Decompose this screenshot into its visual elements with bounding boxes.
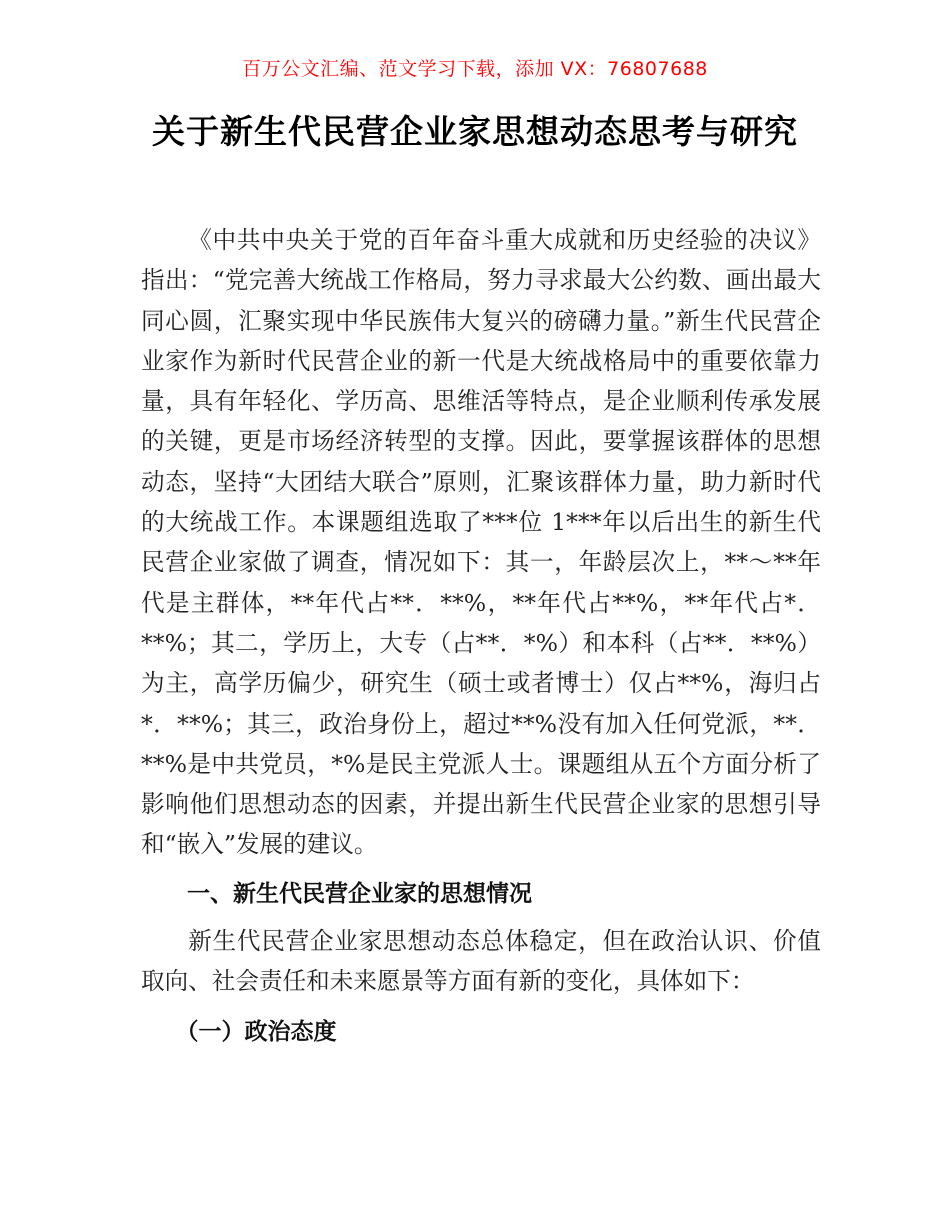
section-1-paragraph: 新生代民营企业家思想动态总体稳定，但在政治认识、价值取向、社会责任和未来愿景等方面有新的变化，具体如下： — [141, 926, 821, 996]
intro-paragraph: 《中共中央关于党的百年奋斗重大成就和历史经验的决议》指出：“党完善大统战工作格局，努力寻求最大公约数、画出最大同心圆，汇聚实现中华民族伟大复兴的磅礴力量。”新生代民营企业家作为新时代民营企业的新一代是大统战格局中的重要依靠力量，具有年轻化、学历高、思维活等特点，是企业顺利传承发展的关键，更是市场经济转型的支撑。因此，要掌握该群体的思想动态，坚持“大团结大联合”原则，汇聚该群体力量，助力新时代的大统战工作。本课题组选取了***位 1***年以后出生的新生代民营企业家做了调查，情况如下：其一，年龄层次上，**～**年代是主群体，**年代占**．**%，**年代占**%，**年代占*．**%；其二，学历上，大专（占**．*%）和本科（占**．**%）为主，高学历偏少，研究生（硕士或者博士）仅占**%，海归占*．**%；其三，政治身份上，超过**%没有加入任何党派，**．**%是中共党员，*%是民主党派人士。课题组从五个方面分析了影响他们思想动态的因素，并提出新生代民营企业家的思想引导和“嵌入”发展的建议。 — [141, 226, 821, 859]
document-body — [141, 220, 821, 1055]
section-heading-1: 一、新生代民营企业家的思想情况 — [187, 880, 532, 907]
watermark-banner: 百万公文汇编、范文学习下载，添加 VX：76807688 — [242, 58, 708, 80]
subsection-heading-1: （一）政治态度 — [175, 1019, 337, 1046]
document-title: 关于新生代民营企业家思想动态思考与研究 — [152, 112, 798, 151]
